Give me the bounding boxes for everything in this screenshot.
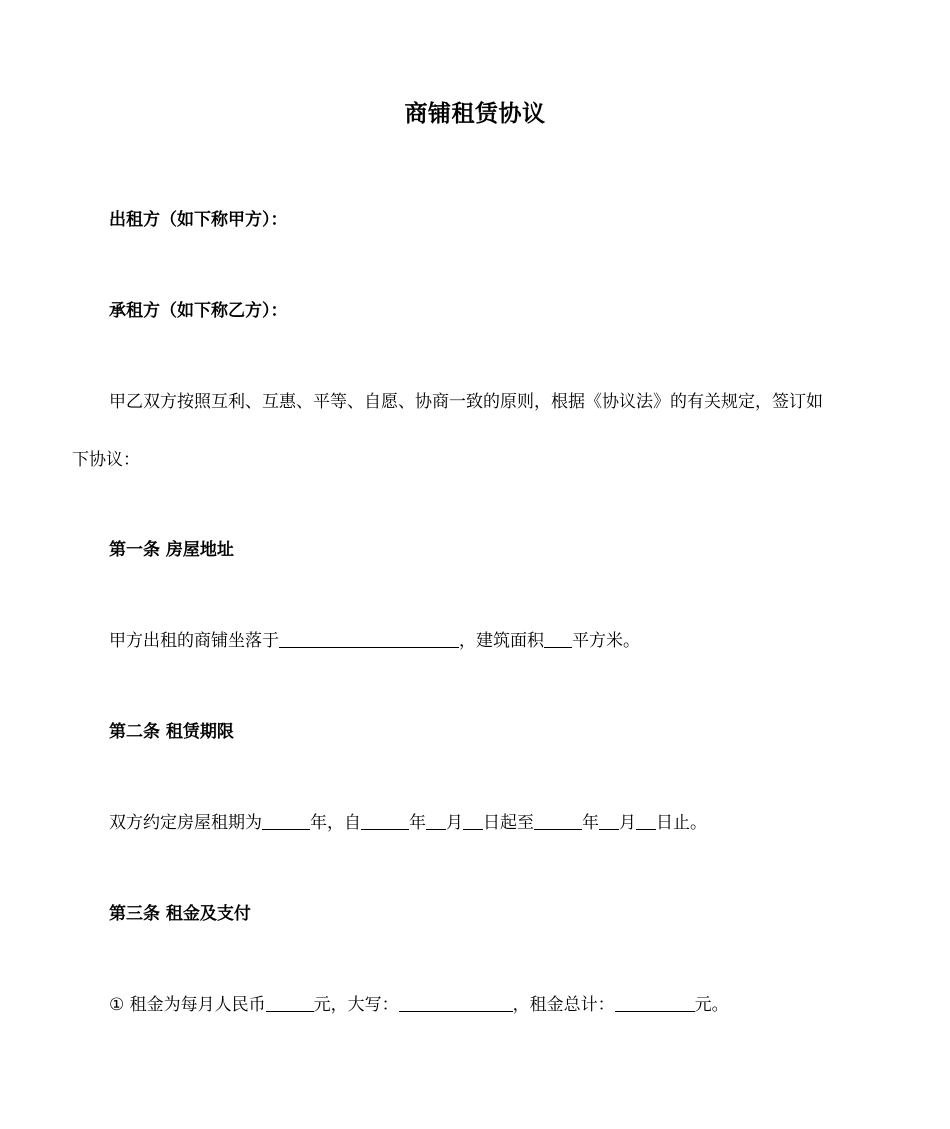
start-day-blank (463, 811, 483, 830)
lessor-label: 出租方（如下称甲方）： (109, 210, 288, 230)
lessee-label: 承租方（如下称乙方）： (109, 301, 288, 321)
end-month-blank (599, 811, 619, 830)
term-text-8: 日止。 (656, 813, 707, 833)
article1-text (109, 626, 640, 656)
term-years-blank (262, 811, 310, 830)
term-text-5: 日起至 (483, 813, 534, 833)
term-text-4: 月 (446, 813, 463, 833)
term-text-1: 双方约定房屋租期为 (109, 813, 262, 833)
end-year-blank (534, 811, 582, 830)
article2-heading: 第二条 租赁期限 (109, 722, 234, 742)
address-blank (279, 629, 459, 648)
monthly-rent-blank (266, 993, 314, 1012)
document-title: 商铺租赁协议 (404, 101, 546, 127)
end-day-blank (636, 811, 656, 830)
total-rent-blank (615, 993, 695, 1012)
term-text-2: 年，自 (310, 813, 361, 833)
rent-text-3: ，租金总计： (512, 995, 615, 1015)
term-text-6: 年 (582, 813, 599, 833)
rent-text-4: 元。 (694, 995, 729, 1015)
area-blank (544, 629, 572, 648)
article3-text (109, 990, 729, 1020)
article3-heading: 第三条 租金及支付 (109, 904, 251, 924)
rent-in-words-blank (399, 993, 513, 1012)
intro-paragraph-line2: 下协议： (72, 450, 140, 470)
term-text-3: 年 (409, 813, 426, 833)
article1-heading: 第一条 房屋地址 (109, 540, 234, 560)
start-year-blank (361, 811, 409, 830)
article1-text-b: ，建筑面积 (459, 631, 544, 651)
intro-paragraph-line1: 甲乙双方按照互利、互惠、平等、自愿、协商一致的原则，根据《协议法》的有关规定，签订如 (109, 392, 823, 412)
article1-text-c: 平方米。 (572, 631, 640, 651)
term-text-7: 月 (619, 813, 636, 833)
article1-text-a: 甲方出租的商铺坐落于 (109, 631, 279, 651)
rent-text-2: 元，大写： (313, 995, 399, 1015)
start-month-blank (426, 811, 446, 830)
rent-text-1: ① 租金为每月人民币 (109, 995, 266, 1015)
article2-text (109, 808, 707, 838)
